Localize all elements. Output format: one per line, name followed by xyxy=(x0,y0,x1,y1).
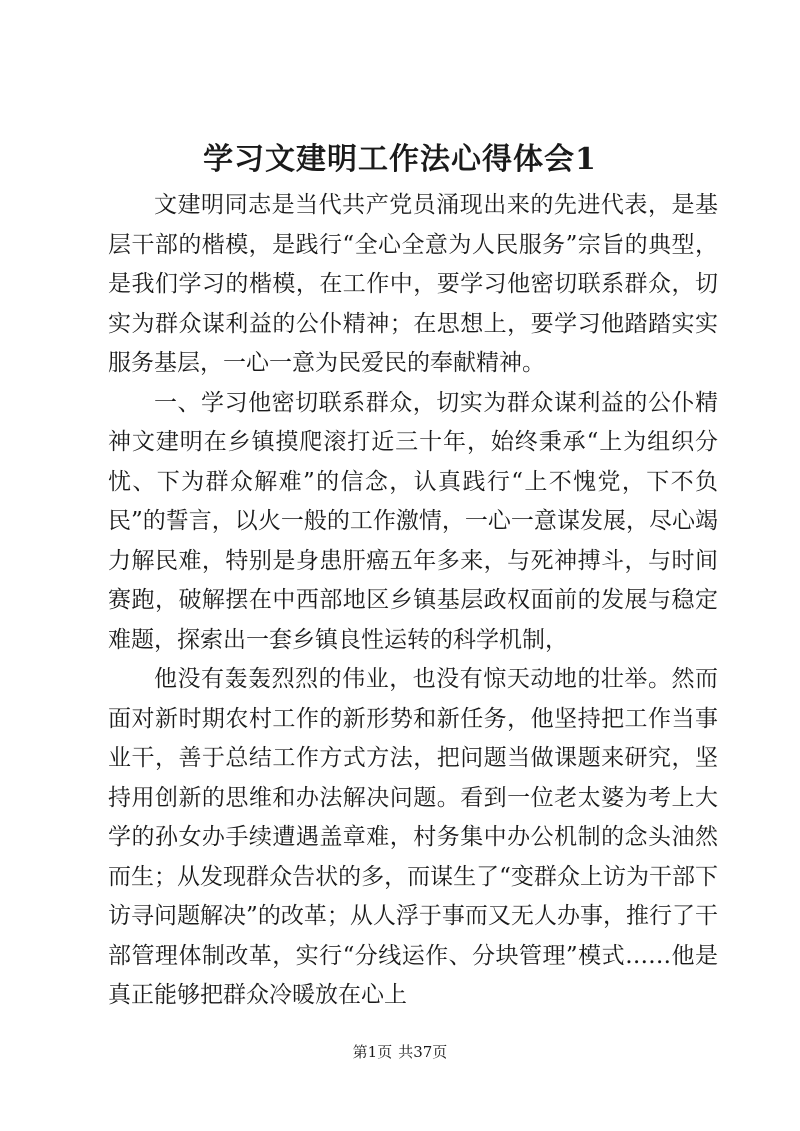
document-body xyxy=(108,186,718,1016)
page-footer xyxy=(0,1042,800,1062)
page-number: 第1页 xyxy=(352,1043,393,1061)
page-total: 共37页 xyxy=(398,1043,448,1061)
paragraph-section-one: 一、学习他密切联系群众，切实为群众谋利益的公仆精神文建明在乡镇摸爬滚打近三十年，始终秉承“上为组织分忧、下为群众解难”的信念，认真践行“上不愧党，下不负民”的誓言，以火一般的工作激情，一心一意谋发展，尽心竭力解民难，特别是身患肝癌五年多来，与死神搏斗，与时间赛跑，破解摆在中西部地区乡镇基层政权面前的发展与稳定难题，探索出一套乡镇良性运转的科学机制， xyxy=(108,389,718,653)
paragraph-innovation: 他没有轰轰烈烈的伟业，也没有惊天动地的壮举。然而面对新时期农村工作的新形势和新任务，他坚持把工作当事业干，善于总结工作方式方法，把问题当做课题来研究，坚持用创新的思维和办法解决问题。看到一位老太婆为考上大学的孙女办手续遭遇盖章难，村务集中办公机制的念头油然而生；从发现群众告状的多，而谋生了“变群众上访为干部下访寻问题解决”的改革；从人浮于事而又无人办事，推行了干部管理体制改革，实行“分线运作、分块管理”模式……他是真正能够把群众冷暖放在心上 xyxy=(108,666,718,1008)
paragraph-intro: 文建明同志是当代共产党员涌现出来的先进代表，是基层干部的楷模，是践行“全心全意为人民服务”宗旨的典型，是我们学习的楷模，在工作中，要学习他密切联系群众，切实为群众谋利益的公仆精神；在思想上，要学习他踏踏实实服务基层，一心一意为民爱民的奉献精神。 xyxy=(108,192,718,376)
document-title: 学习文建明工作法心得体会1 xyxy=(203,142,597,177)
